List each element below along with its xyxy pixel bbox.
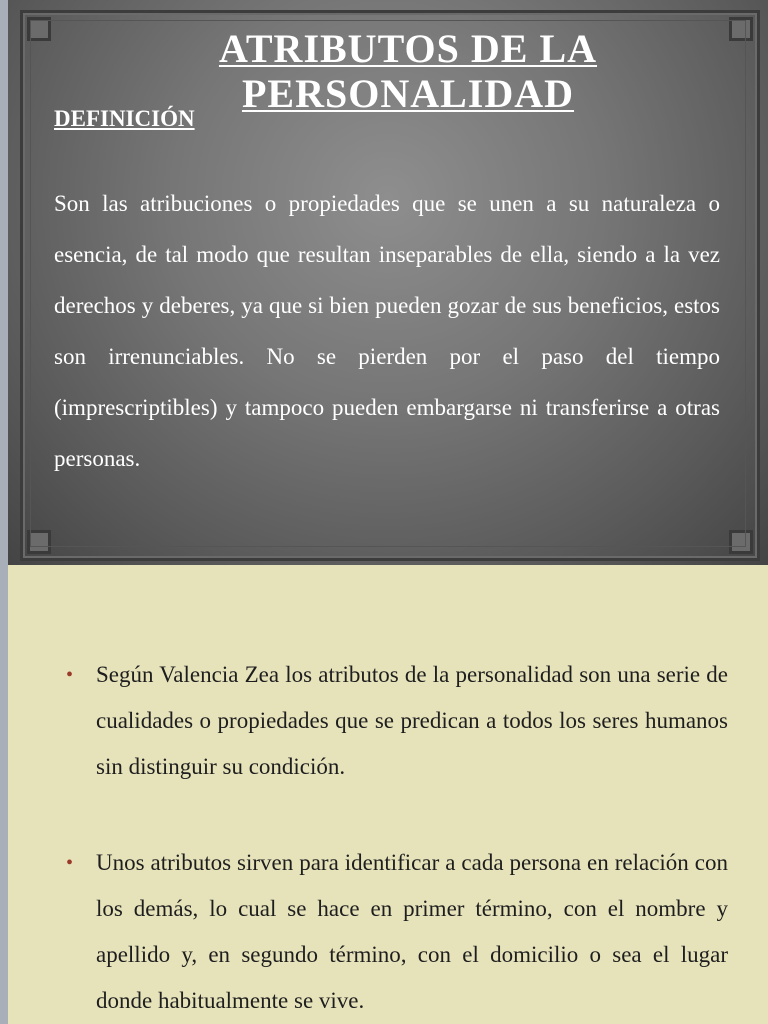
definition-heading: DEFINICIÓN [54,106,195,131]
bullet-item [66,840,728,1024]
definition-paragraph: Son las atribuciones o propiedades que se unen a su naturaleza o esencia, de tal modo que resultan inseparables de ella, siendo a la vez derechos y deberes, ya que si bien pueden gozar de sus beneficios, estos son irrenunciables. No se pierden por el paso del tiempo (imprescriptibles) y tampoco pueden embargarse ni transferirse a otras personas. [54,191,720,471]
bullet-text: Según Valencia Zea los atributos de la personalidad son una serie de cualidades o propiedades que se predican a todos los seres humanos sin distinguir su condición. [96,662,728,779]
slide-title: ATRIBUTOS DE LA PERSONALIDAD [218,26,598,116]
slide-definition [8,0,768,565]
bullet-list [66,652,728,1024]
left-edge-strip [0,0,8,1024]
bullet-marker: • [66,664,74,686]
bullet-marker: • [66,852,74,874]
bullet-text: Unos atributos sirven para identificar a cada persona en relación con los demás, lo cual se hace en primer término, con el nombre y apellido y, en segundo término, con el domicilio o sea el lugar donde habitualmente se vive. [96,850,728,1013]
bullet-item [66,652,728,790]
